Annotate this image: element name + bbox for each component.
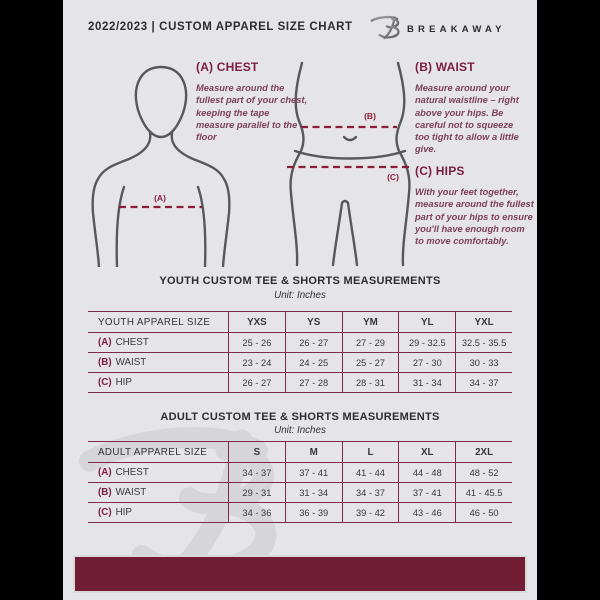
- size-column-header: YXL: [455, 312, 512, 332]
- size-column-header: 2XL: [455, 442, 512, 462]
- size-column-header: M: [285, 442, 342, 462]
- size-column-header: L: [342, 442, 399, 462]
- measure-value-cell: 39 - 42: [342, 503, 399, 522]
- adult-table-title: ADULT CUSTOM TEE & SHORTS MEASUREMENTS: [160, 411, 440, 423]
- hips-guide-heading: (C) HIPS: [415, 164, 465, 178]
- brand-name: BREAKAWAY: [407, 24, 506, 35]
- measure-value-cell: 27 - 30: [398, 353, 455, 372]
- measure-value-cell: 34 - 37: [342, 483, 399, 502]
- hips-guide-text: With your feet together, measure around the fullest part of your hips to ensure you'll have enough room to move comfortably.: [415, 187, 534, 247]
- size-row-header-label: ADULT APPAREL SIZE: [98, 446, 208, 458]
- waist-guide: [415, 60, 529, 156]
- measure-value-cell: 27 - 28: [285, 373, 342, 392]
- measure-value-cell: 41 - 45.5: [455, 483, 512, 502]
- table-row: [88, 373, 512, 393]
- measure-value-cell: 37 - 41: [285, 463, 342, 482]
- measure-value-cell: 25 - 27: [342, 353, 399, 372]
- chest-guide: [196, 60, 310, 143]
- measure-value-cell: 29 - 32.5: [398, 333, 455, 352]
- measure-key: (C): [98, 377, 112, 388]
- measure-value-cell: 34 - 37: [228, 463, 285, 482]
- measure-value-cell: 23 - 24: [228, 353, 285, 372]
- size-chart-sheet: [63, 0, 537, 600]
- table-row: [88, 353, 512, 373]
- table-row: [88, 333, 512, 353]
- table-row: [88, 463, 512, 483]
- measure-label-cell: [88, 333, 228, 352]
- measure-key: (B): [98, 357, 112, 368]
- measure-value-cell: 41 - 44: [342, 463, 399, 482]
- measure-value-cell: 24 - 25: [285, 353, 342, 372]
- measure-key: (A): [98, 337, 112, 348]
- measure-label-cell: [88, 373, 228, 392]
- measure-value-cell: 25 - 26: [228, 333, 285, 352]
- measure-value-cell: 46 - 50: [455, 503, 512, 522]
- size-column-header: YL: [398, 312, 455, 332]
- measure-value-cell: 28 - 31: [342, 373, 399, 392]
- measure-key: (B): [98, 487, 112, 498]
- measure-name: HIP: [115, 377, 132, 388]
- hips-guide: [415, 164, 535, 247]
- measure-value-cell: 48 - 52: [455, 463, 512, 482]
- measure-value-cell: 26 - 27: [285, 333, 342, 352]
- table-row: [88, 483, 512, 503]
- page-title: 2022/2023 | CUSTOM APPAREL SIZE CHART: [88, 21, 353, 33]
- measure-name: WAIST: [115, 487, 147, 498]
- hips-measure-line: [287, 167, 411, 182]
- hips-marker-label: (C): [387, 172, 399, 182]
- chest-marker-label: (A): [154, 193, 166, 203]
- size-column-header: YXS: [228, 312, 285, 332]
- measure-value-cell: 26 - 27: [228, 373, 285, 392]
- measure-value-cell: 36 - 39: [285, 503, 342, 522]
- youth-table-title: YOUTH CUSTOM TEE & SHORTS MEASUREMENTS: [159, 275, 441, 287]
- measure-value-cell: 37 - 41: [398, 483, 455, 502]
- measure-value-cell: 30 - 33: [455, 353, 512, 372]
- measure-label-cell: [88, 463, 228, 482]
- size-column-header: S: [228, 442, 285, 462]
- measure-value-cell: 31 - 34: [285, 483, 342, 502]
- youth-size-table: [88, 311, 512, 393]
- youth-table-unit: Unit: Inches: [274, 290, 326, 301]
- measure-name: WAIST: [115, 357, 147, 368]
- measure-value-cell: 32.5 - 35.5: [455, 333, 512, 352]
- size-column-header: XL: [398, 442, 455, 462]
- waist-marker-label: (B): [364, 111, 376, 121]
- table-row: [88, 503, 512, 523]
- size-row-header-label: YOUTH APPAREL SIZE: [98, 316, 211, 328]
- measure-value-cell: 43 - 46: [398, 503, 455, 522]
- measure-value-cell: 27 - 29: [342, 333, 399, 352]
- measure-key: (C): [98, 507, 112, 518]
- measure-label-cell: [88, 353, 228, 372]
- measure-name: CHEST: [115, 337, 149, 348]
- chest-guide-heading: (A) CHEST: [196, 60, 259, 74]
- measure-key: (A): [98, 467, 112, 478]
- chest-measure-line: [119, 193, 202, 207]
- size-column-header: YS: [285, 312, 342, 332]
- table-header-row: [88, 312, 512, 333]
- table-header-row: [88, 442, 512, 463]
- measure-value-cell: 29 - 31: [228, 483, 285, 502]
- adult-table-unit: Unit: Inches: [274, 425, 326, 436]
- measure-label-cell: [88, 503, 228, 522]
- measure-label-cell: [88, 483, 228, 502]
- chest-guide-text: Measure around the fullest part of your chest, keeping the tape measure parallel to the floor: [196, 83, 308, 143]
- measure-name: HIP: [115, 507, 132, 518]
- measure-value-cell: 34 - 37: [455, 373, 512, 392]
- footer-bar: [73, 555, 527, 593]
- waist-measure-line: [301, 111, 397, 127]
- measure-name: CHEST: [115, 467, 149, 478]
- measure-value-cell: 31 - 34: [398, 373, 455, 392]
- waist-guide-heading: (B) WAIST: [415, 60, 475, 74]
- waist-guide-text: Measure around your natural waistline – right above your hips. Be careful not to squeeze too tight to allow a little give.: [415, 83, 519, 155]
- breakaway-logo-icon: [370, 13, 402, 46]
- measure-value-cell: 34 - 36: [228, 503, 285, 522]
- adult-size-table: [88, 441, 512, 523]
- measure-value-cell: 44 - 48: [398, 463, 455, 482]
- size-column-header: YM: [342, 312, 399, 332]
